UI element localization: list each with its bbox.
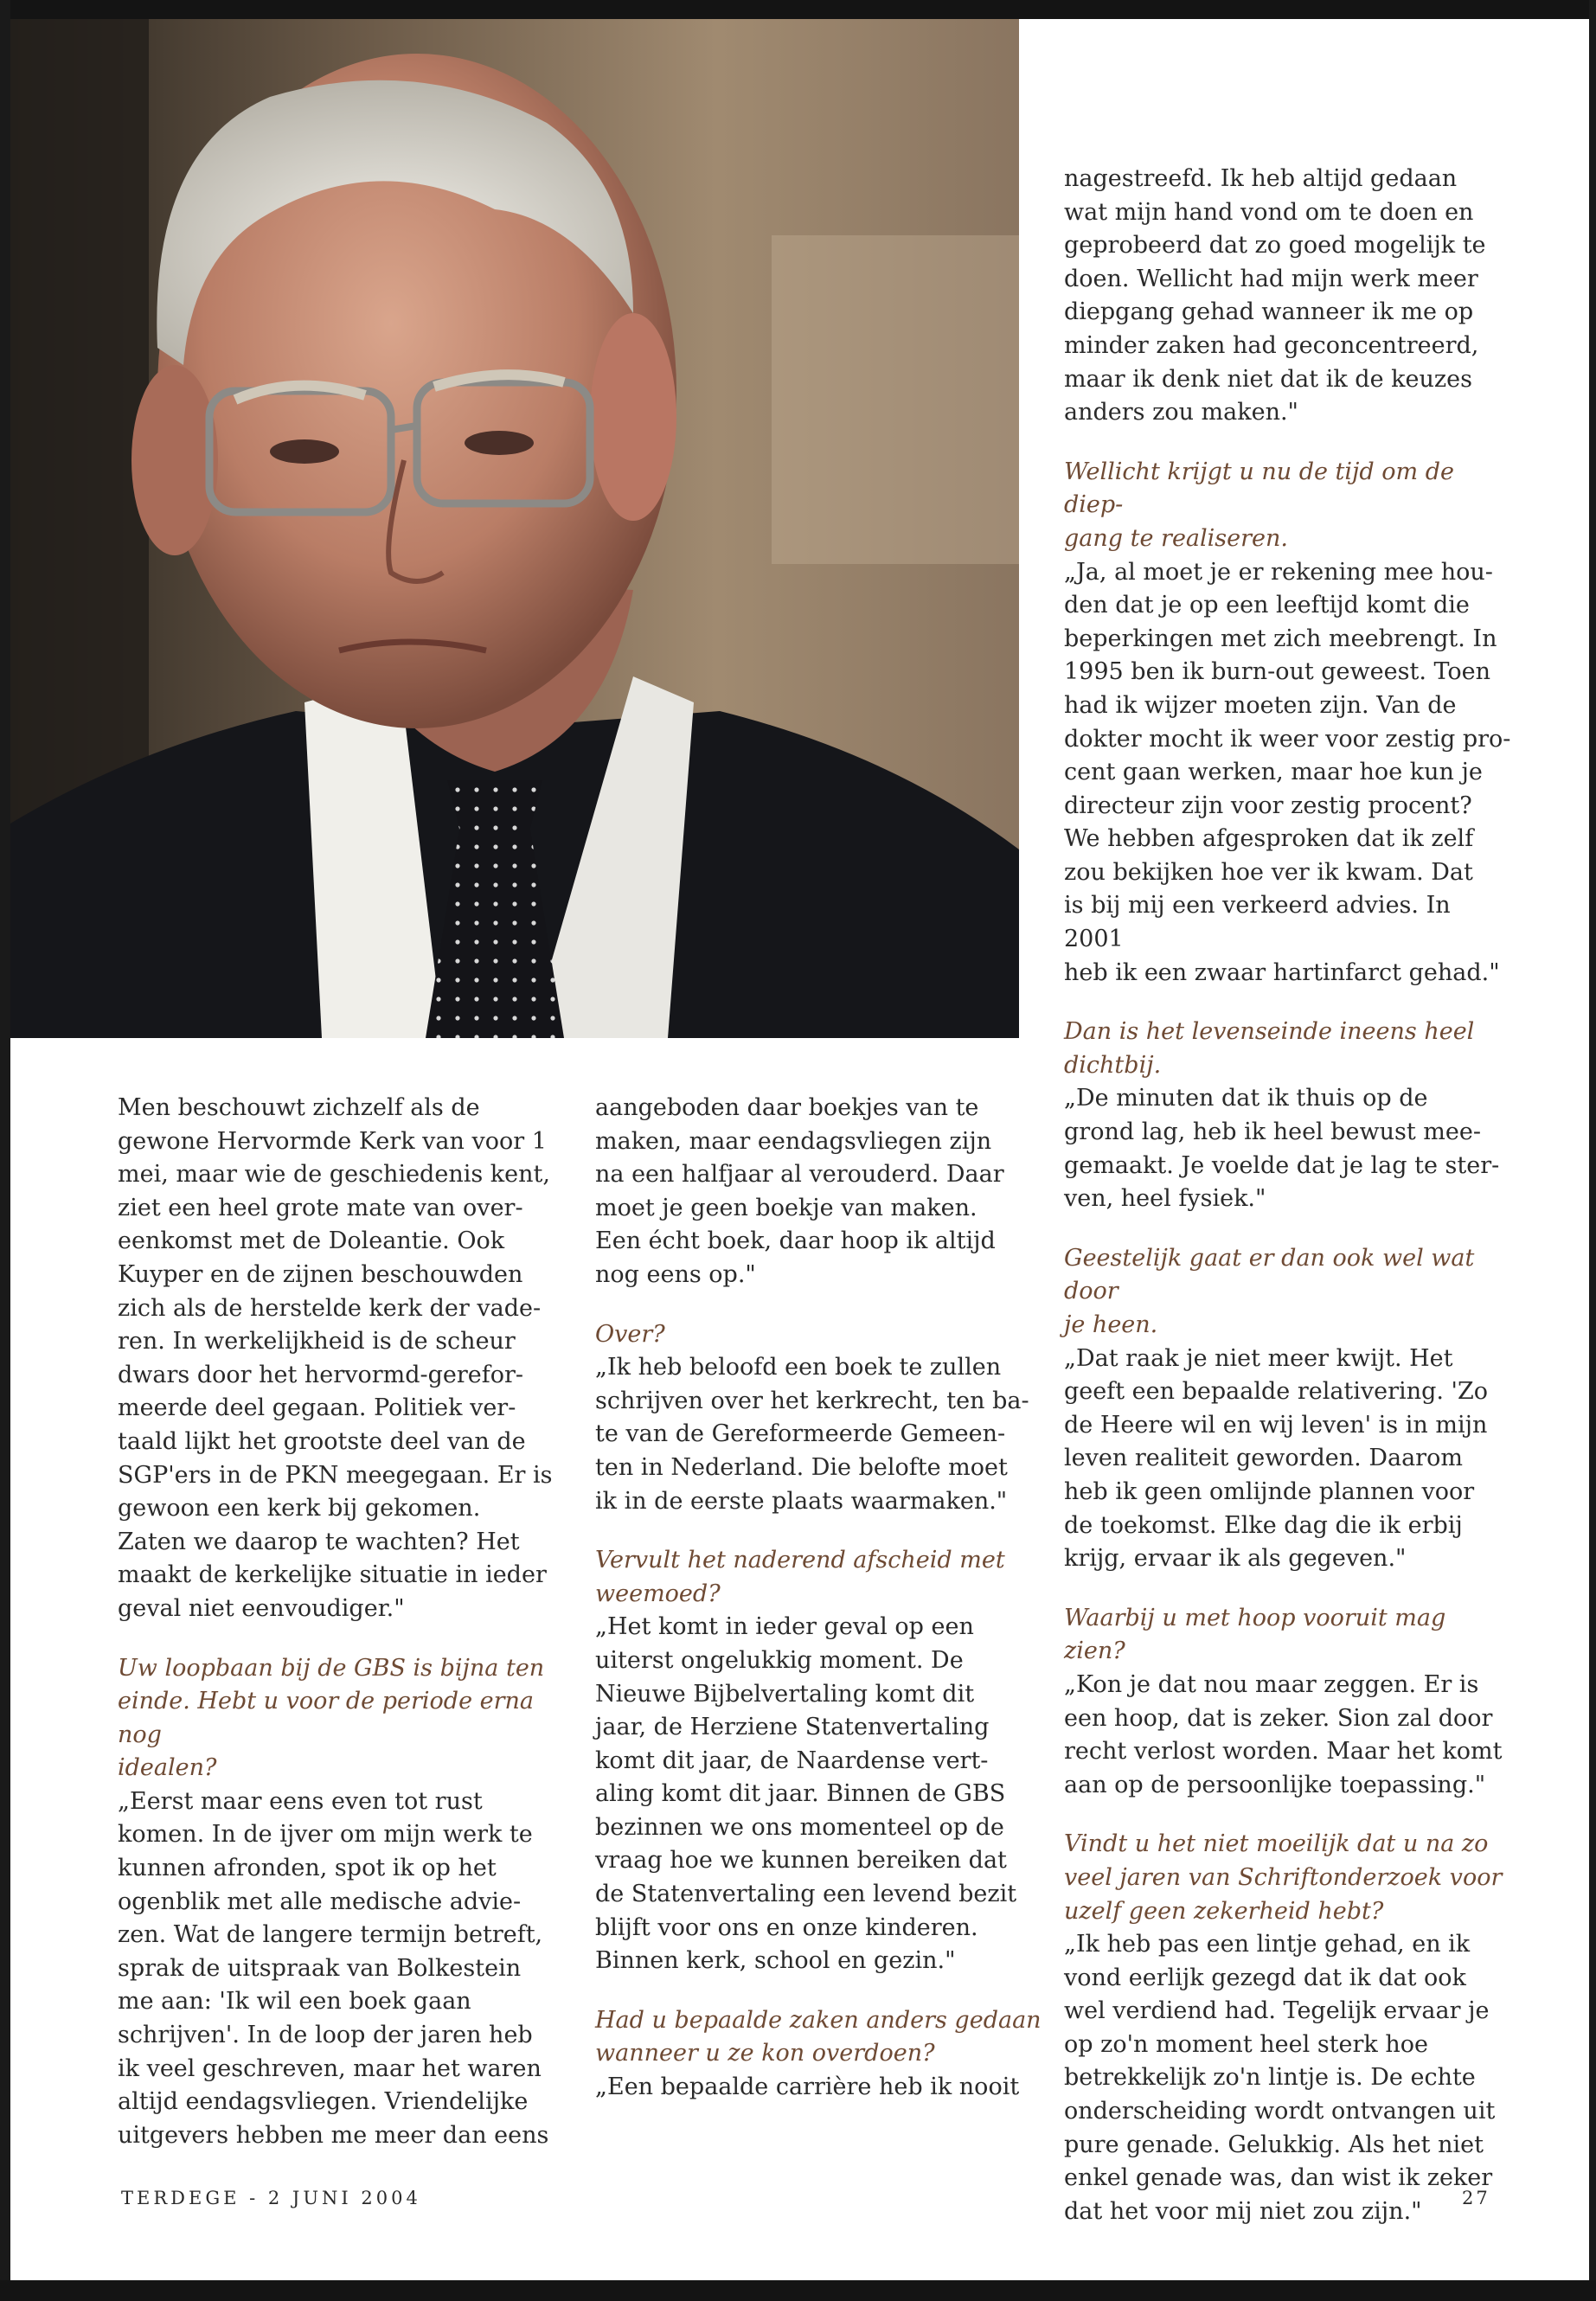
- scan-border-top: [0, 0, 1596, 19]
- interview-question: Geestelijk gaat er dan ook wel wat door je heen.: [1064, 1244, 1475, 1338]
- portrait-photo: [10, 19, 1019, 1038]
- interview-question: Dan is het levenseinde ineens heel dichtbij.: [1064, 1018, 1475, 1079]
- interview-question: Vervult het naderend afscheid met weemoed?: [595, 1547, 1005, 1607]
- scan-border-right: [1589, 0, 1596, 2301]
- interview-answer: „Kon je dat nou maar zeggen. Er is een hoop, dat is zeker. Sion zal door recht verlost worden. Maar het komt aan op de persoonlijke toepassing.": [1064, 1670, 1503, 1798]
- interview-question: Had u bepaalde zaken anders gedaan wanneer u ze kon overdoen?: [595, 2006, 1042, 2067]
- interview-answer: „Ik heb beloofd een boek te zullen schrijven over het kerkrecht, ten ba- te van de Gereformeerde Gemeen- ten in Nederland. Die belofte moet ik in de eerste plaats waarmaken.": [595, 1354, 1029, 1515]
- text-column-middle: [595, 1092, 1045, 2105]
- body-paragraph: aangeboden daar boekjes van te maken, maar eendagsvliegen zijn na een halfjaar al verouderd. Daar moet je geen boekje van maken. Een écht boek, daar hoop ik altijd nog eens op.": [595, 1094, 1004, 1288]
- interview-answer: „Dat raak je niet meer kwijt. Het geeft een bepaalde relativering. 'Zo de Heere wil en wij leven' is in mijn leven realiteit geworden. Daarom heb ik geen omlijnde plannen voor de toekomst. Elke dag die ik erbij krijg, ervaar ik als gegeven.": [1064, 1344, 1488, 1573]
- interview-question: Vindt u het niet moeilijk dat u na zo veel jaren van Schriftonderzoek voor uzelf geen zekerheid hebt?: [1064, 1830, 1503, 1925]
- body-paragraph: Men beschouwt zichzelf als de gewone Hervormde Kerk van voor 1 mei, maar wie de geschiedenis kent, ziet een heel grote mate van over- eenkomst met de Doleantie. Ook Kuyper en de zijnen beschouwden zich als de herstelde kerk der vade- ren. In werkelijkheid is de scheur dwars door het hervormd-gerefor- meerde deel gegaan. Politiek ver- taald lijkt het grootste deel van de SGP'ers in de PKN meegegaan. Er is gewoon een kerk bij gekomen. Zaten we daarop te wachten? Het maakt de kerkelijke situatie in ieder geval niet eenvoudiger.": [118, 1094, 553, 1622]
- publication-footer: TERDEGE - 2 JUNI 2004: [121, 2188, 421, 2208]
- interview-answer: „De minuten dat ik thuis op de grond lag, heb ik heel bewust mee- gemaakt. Je voelde dat je lag te ster- ven, heel fysiek.": [1064, 1085, 1500, 1213]
- interview-question: Uw loopbaan bij de GBS is bijna ten einde. Hebt u voor de periode erna nog idealen?: [118, 1654, 545, 1782]
- interview-question: Wellicht krijgt u nu de tijd om de diep- gang te realiseren.: [1064, 458, 1454, 552]
- text-column-right: [1064, 163, 1514, 2228]
- body-paragraph: nagestreefd. Ik heb altijd gedaan wat mijn hand vond om te doen en geprobeerd dat zo goed mogelijk te doen. Wellicht had mijn werk meer diepgang gehad wanneer ik me op minder zaken had geconcentreerd, maar ik denk niet dat ik de keuzes anders zou maken.": [1064, 165, 1486, 426]
- interview-answer: „Ik heb pas een lintje gehad, en ik vond eerlijk gezegd dat ik dat ook wel verdiend had. Tegelijk ervaar je op zo'n moment heel sterk hoe betrekkelijk zo'n lintje is. De echte onderscheiding wordt ontvangen uit pure genade. Gelukkig. Als het niet enkel genade was, dan wist ik zeker dat het voor mij niet zou zijn.": [1064, 1931, 1496, 2225]
- interview-question: Waarbij u met hoop vooruit mag zien?: [1064, 1604, 1446, 1665]
- interview-answer: „Ja, al moet je er rekening mee hou- den dat je op een leeftijd komt die beperkingen met zich meebrengt. In 1995 ben ik burn-out geweest. Toen had ik wijzer moeten zijn. Van de dokter mocht ik weer voor zestig pro- cent gaan werken, maar hoe kun je directeur zijn voor zestig procent? We hebben afgesproken dat ik zelf zou bekijken hoe ver ik kwam. Dat is bij mij een verkeerd advies. In 2001 heb ik een zwaar hartinfarct gehad.": [1064, 558, 1511, 986]
- scan-border-bottom: [0, 2280, 1596, 2301]
- interview-answer: „Een bepaalde carrière heb ik nooit: [595, 2073, 1020, 2101]
- interview-answer: „Eerst maar eens even tot rust komen. In de ijver om mijn werk te kunnen afronden, spot ik op het ogenblik met alle medische advie- zen. Wat de langere termijn betreft, sprak de uitspraak van Bolkestein me aan: 'Ik wil een boek gaan schrijven'. In de loop der jaren heb ik veel geschreven, maar het waren altijd eendagsvliegen. Vriendelijke uitgevers hebben me meer dan eens: [118, 1787, 549, 2149]
- interview-question: Over?: [595, 1320, 665, 1348]
- text-column-left: [118, 1092, 567, 2152]
- page-number: 27: [1462, 2188, 1490, 2208]
- interview-answer: „Het komt in ieder geval op een uiterst ongelukkig moment. De Nieuwe Bijbelvertaling komt dit jaar, de Herziene Statenvertaling komt dit jaar, de Naardense vert- aling komt dit jaar. Binnen de GBS bezinnen we ons momenteel op de vraag hoe we kunnen bereiken dat de Statenvertaling een levend bezit blijft voor ons en onze kinderen. Binnen kerk, school en gezin.": [595, 1613, 1017, 1975]
- scan-border-left: [0, 0, 10, 2301]
